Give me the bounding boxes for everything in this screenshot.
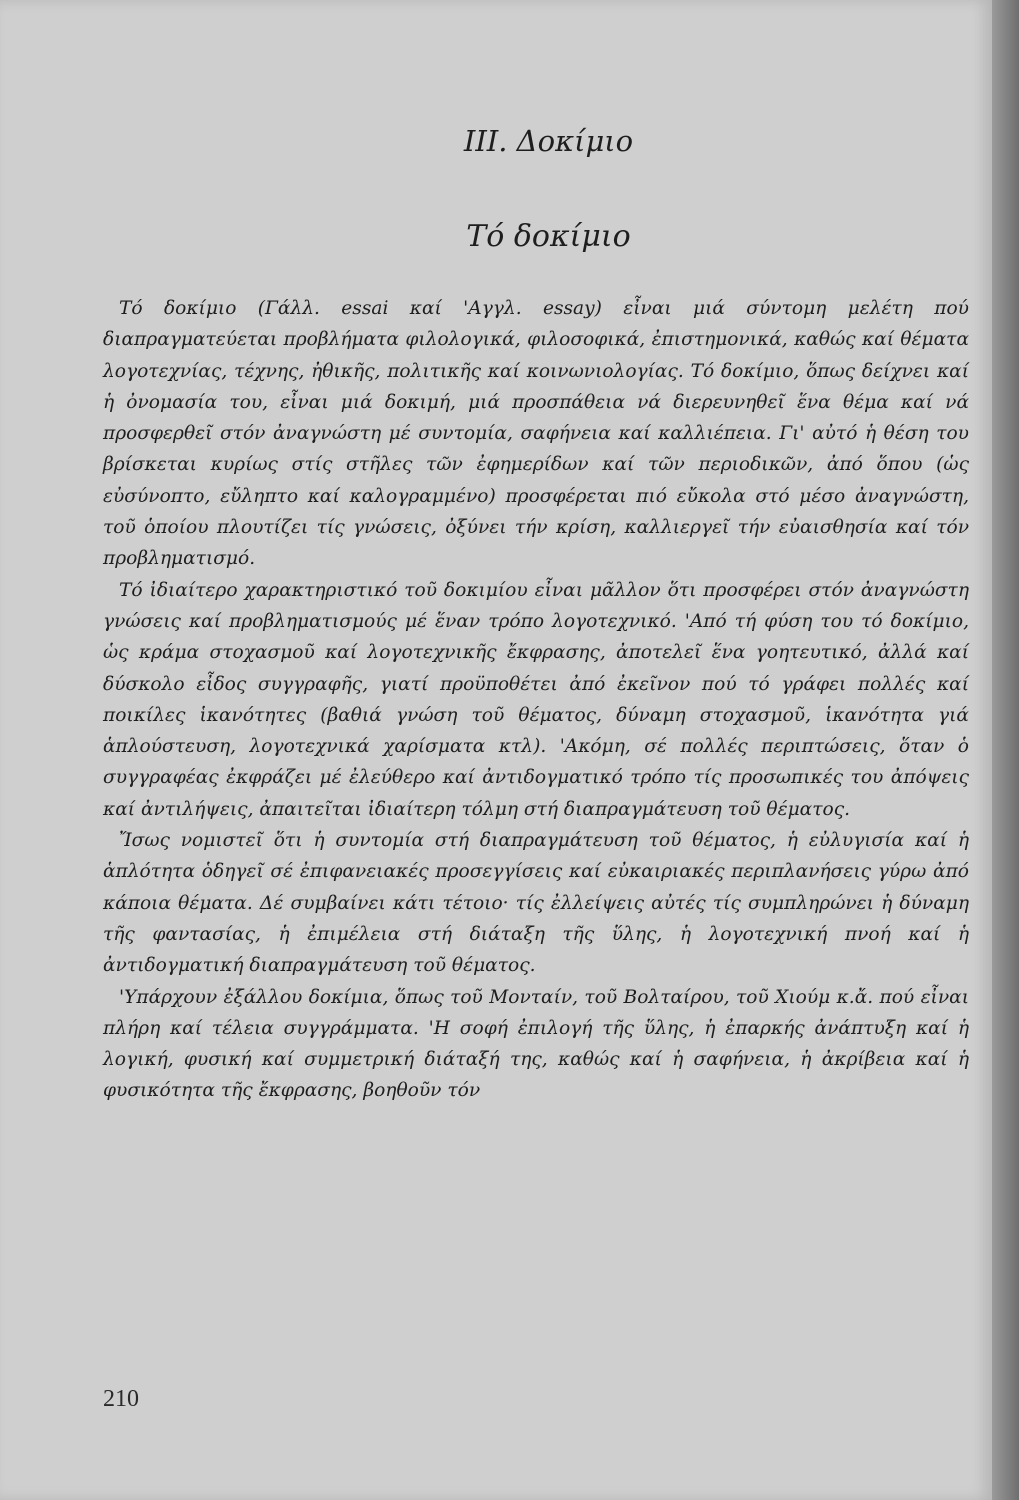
paragraph-4: 'Υπάρχουν ἐξάλλου δοκίμια, ὅπως τοῦ Μονταίν, τοῦ Βολταίρου, τοῦ Χιούμ κ.ἄ. πού εἶναι πλήρη καί τέλεια συγγράμματα. 'Η σοφή ἐπιλογή τῆς ὕλης, ἡ ἐπαρκής ἀνάπτυξη καί ἡ λογική, φυσική καί συμμετρική διάταξή της, καθώς καί ἡ σαφήνεια, ἡ ἀκρίβεια καί ἡ φυσικότητα τῆς ἔκφρασης, βοηθοῦν τόν xyxy=(103,986,969,1102)
paragraph-3: Ἴσως νομιστεῖ ὅτι ἡ συντομία στή διαπραγμάτευση τοῦ θέματος, ἡ εὐλυγισία καί ἡ ἁπλότητα ὁδηγεῖ σέ ἐπιφανειακές προσεγγίσεις καί εὐκαιριακές περιπλανήσεις γύρω ἀπό κάποια θέματα. Δέ συμβαίνει κάτι τέτοιο· τίς ἐλλείψεις αὐτές τίς συμπληρώνει ἡ δύναμη τῆς φαντασίας, ἡ ἐπιμέλεια στή διάταξη τῆς ὕλης, ἡ λογοτεχνική πνοή καί ἡ ἀντιδογματική διαπραγμάτευση τοῦ θέματος. xyxy=(103,830,969,977)
page-edge-shadow xyxy=(992,0,1019,1500)
body-text xyxy=(103,293,969,1107)
paragraph-1: Τό δοκίμιο (Γάλλ. essai καί 'Αγγλ. essay) εἶναι μιά σύντομη μελέτη πού διαπραγματεύεται προβλήματα φιλολογικά, φιλοσοφικά, ἐπιστημονικά, καθώς καί θέματα λογοτεχνίας, τέχνης, ἠθικῆς, πολιτικῆς καί κοινωνιολογίας. Τό δοκίμιο, ὅπως δείχνει καί ἡ ὀνομασία του, εἶναι μιά δοκιμή, μιά προσπάθεια νά διερευνηθεῖ ἕνα θέμα καί νά προσφερθεῖ στόν ἀναγνώστη μέ συντομία, σαφήνεια καί καλλιέπεια. Γι' αὐτό ἡ θέση του βρίσκεται κυρίως στίς στῆλες τῶν ἐφημερίδων καί τῶν περιοδικῶν, ἀπό ὅπου (ὡς εὐσύνοπτο, εὔληπτο καί καλογραμμένο) προσφέρεται πιό εὔκολα στό μέσο ἀναγνώστη, τοῦ ὁποίου πλουτίζει τίς γνώσεις, ὀξύνει τήν κρίση, καλλιεργεῖ τήν εὐαισθησία καί τόν προβληματισμό. xyxy=(103,298,969,570)
paragraph-2: Τό ἰδιαίτερο χαρακτηριστικό τοῦ δοκιμίου εἶναι μᾶλλον ὅτι προσφέρει στόν ἀναγνώστη γνώσεις καί προβληματισμούς μέ ἕναν τρόπο λογοτεχνικό. 'Από τή φύση του τό δοκίμιο, ὡς κράμα στοχασμοῦ καί λογοτεχνικῆς ἔκφρασης, ἀποτελεῖ ἕνα γοητευτικό, ἀλλά καί δύσκολο εἶδος συγγραφῆς, γιατί προϋποθέτει ἀπό ἐκεῖνον πού τό γράφει πολλές καί ποικίλες ἱκανότητες (βαθιά γνώση τοῦ θέματος, δύναμη στοχασμοῦ, ἱκανότητα γιά ἁπλούστευση, λογοτεχνικά χαρίσματα κτλ). 'Ακόμη, σέ πολλές περιπτώσεις, ὅταν ὁ συγγραφέας ἐκφράζει μέ ἐλεύθερο καί ἀντιδογματικό τρόπο τίς προσωπικές του ἀπόψεις καί ἀντιλήψεις, ἀπαιτεῖται ἰδιαίτερη τόλμη στή διαπραγμάτευση τοῦ θέματος. xyxy=(103,579,969,820)
section-heading: III. Δοκίμιο xyxy=(463,124,634,158)
page-number: 210 xyxy=(103,1386,139,1412)
page-title: Τό δοκίμιο xyxy=(466,219,631,254)
